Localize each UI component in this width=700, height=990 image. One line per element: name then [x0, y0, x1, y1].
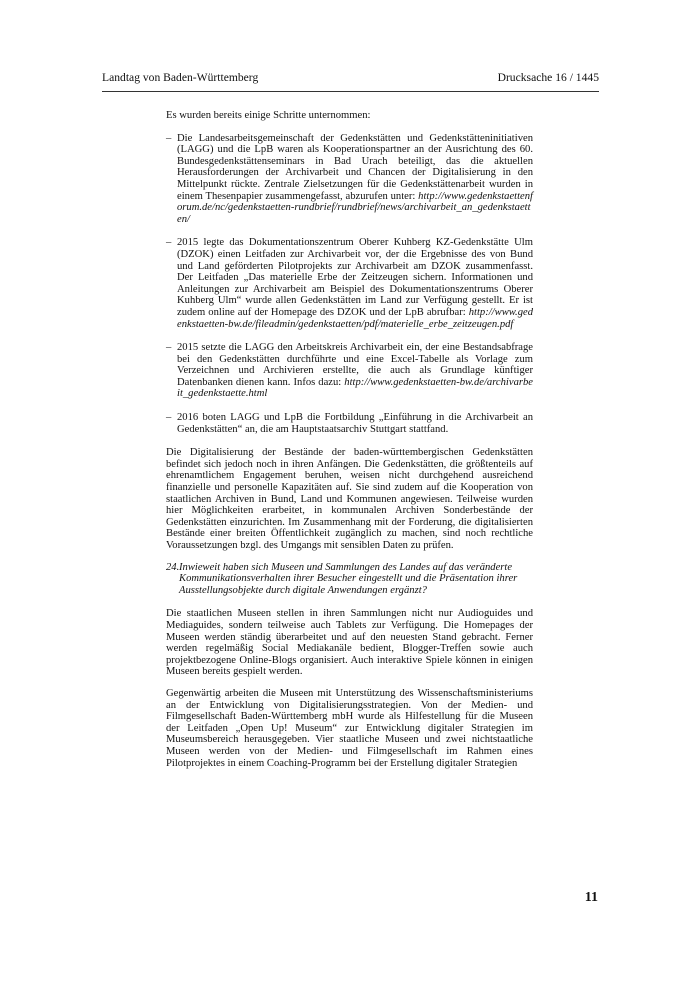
- page-content: [166, 110, 533, 769]
- body-paragraph-museums: Die staatlichen Museen stellen in ihren Sammlungen nicht nur Audioguides und Mediaguides, sondern teilweise auch Tablets zur Verfügung. Die Homepages der Museen werden ständig überarbeitet und auf den neuesten Stand gebracht. Ferner werden regelmäßig Social Mediakanäle bedient, Blogger-Treffen sowie auch projektbezogene Online-Blogs organisiert. Auch interaktive Spiele können in einigen Museen bereits gespielt werden.: [166, 608, 533, 678]
- list-item-text: Die Landesarbeitsgemeinschaft der Gedenkstätten und Gedenkstätteninitiativen (LAGG) und die LpB waren als Kooperationspartner an der Ausrichtung des 60. Bundesgedenkstättenseminars in Bad Urach beteiligt, das die aktuellen Herausforderungen der Archivarbeit und Chancen der Digitalisierung in den Mittelpunkt rückte. Zentrale Zielsetzungen für die Gedenkstättenarbeit wurden in einem Thesenpapier zusammengefasst, abzurufen unter:: [177, 132, 533, 202]
- bullet-dash: –: [166, 132, 172, 144]
- list-item-text: 2015 setzte die LAGG den Arbeitskreis Archivarbeit ein, der eine Bestandsabfrage bei den Gedenkstätten durchführte und eine Excel-Tabelle als Vorlage zum Verzeichnen und Archivieren erstellte, die auch als Grundlage künftiger Datenbanken dienen kann. Infos dazu:: [177, 342, 533, 388]
- list-item: [166, 237, 533, 330]
- body-paragraph-digitalization: Die Digitalisierung der Bestände der baden-württembergischen Gedenkstätten befindet sich jedoch noch in ihren Anfängen. Die Gedenkstätten, die größtenteils auf ehrenamtlichem Engagement beruhen, weisen nicht durchgehend ausreichend finanzielle und personelle Kapazitäten auf. Sie sind zudem auf die Kooperation von staatlichen Archiven in Bund, Land und Kommunen angewiesen. Teilweise wurden hier Möglichkeiten erarbeitet, in kommunalen Archiven Sonderbestände der Gedenkstätten einzurichten. Im Zusammenhang mit der Forderung, die digitalisierten Bestände einer breiten Öffentlichkeit zugänglich zu machen, sind noch rechtliche Voraussetzungen bzgl. des Umgangs mit sensiblen Daten zu prüfen.: [166, 447, 533, 551]
- question-24: [166, 562, 533, 597]
- list-item-text: 2015 legte das Dokumentationszentrum Oberer Kuhberg KZ-Gedenkstätte Ulm (DZOK) einen Leitfaden zur Archivarbeit vor, der die Ergebnisse des von Bund und Land geförderten Pilotprojekts zur Archivarbeit am DZOK zusammenfasst. Der Leitfaden „Das materielle Erbe der Zeitzeugen sichern. Informationen und Anleitungen zur Archivarbeit am Beispiel des Dokumentationszentrums Oberer Kuhberg Ulm“ wurde allen Gedenkstätten im Land zur Verfügung gestellt. Er ist zudem online auf der Homepage des DZOK und der LpB abrufbar:: [177, 237, 533, 318]
- page-header: [102, 69, 599, 92]
- list-item: [166, 412, 533, 435]
- body-paragraph-strategies: Gegenwärtig arbeiten die Museen mit Unterstützung des Wissenschaftsministeriums an der Entwicklung von Digitalisierungsstrategien. Von der Medien- und Filmgesellschaft Baden-Württemberg mbH wurde als Hilfestellung für die Museen der Leitfaden „Open Up! Museum“ zur Entwicklung digitaler Strategien im Museumsbereich herausgegeben. Vier staatliche Museen und zwei nichtstaatliche Museen werden von der Medien- und Filmgesellschaft im Rahmen eines Pilotprojektes in einem Coaching-Programm bei der Erstellung digitaler Strategien: [166, 687, 533, 769]
- bullet-dash: –: [166, 237, 172, 249]
- list-item-link[interactable]: http://www.gedenkstaettenforum.de/nc/gedenkstaetten-rundbrief/rundbrief/news/archivarbeit_an_gedenkstaetten/: [177, 190, 533, 225]
- question-text: Inwieweit haben sich Museen und Sammlungen des Landes auf das veränderte Kommunikationsverhalten ihrer Besucher eingestellt und die Präsentation ihrer Ausstellungsobjekte durch digitale Anwendungen ergänzt?: [179, 561, 518, 596]
- intro-text: Es wurden bereits einige Schritte unternommen:: [166, 110, 371, 121]
- list-item: [166, 342, 533, 400]
- question-number: 24.: [166, 561, 180, 573]
- list-item: [166, 133, 533, 226]
- header-publisher: Landtag von Baden-Württemberg: [102, 71, 259, 84]
- list-item-link[interactable]: http://www.gedenkstaetten-bw.de/archivarbeit_gedenkstaette.html: [177, 376, 533, 400]
- bullet-dash: –: [166, 412, 172, 424]
- page-number: 11: [584, 890, 598, 905]
- bullet-dash: –: [166, 342, 172, 354]
- list-item-text: 2016 boten LAGG und LpB die Fortbildung „Einführung in die Archivarbeit an Gedenkstätten“ an, die am Hauptstaatsarchiv Stuttgart stattfand.: [177, 412, 533, 435]
- list-item-link[interactable]: http://www.gedenkstaetten-bw.de/fileadmin/gedenkstaetten/pdf/materielle_erbe_zeitzeugen.pdf: [177, 306, 533, 330]
- header-document-number: Drucksache 16 / 1445: [497, 71, 599, 84]
